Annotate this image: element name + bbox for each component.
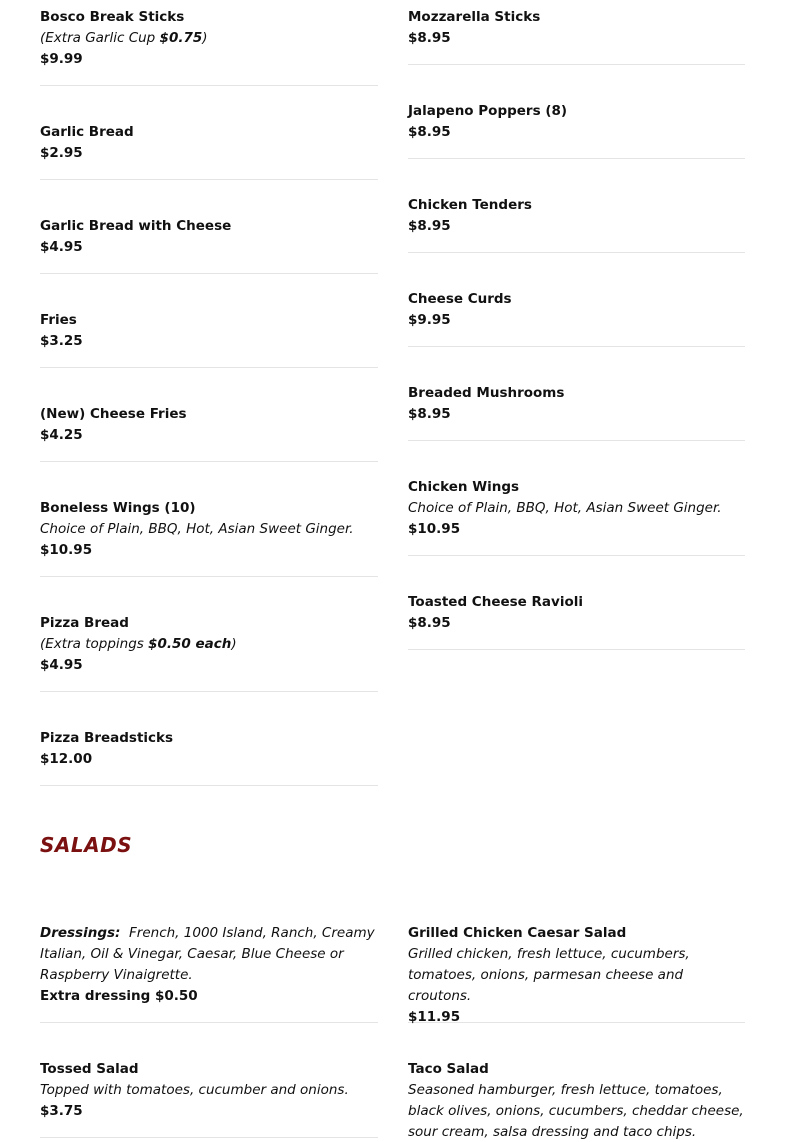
appetizer-column-right-4 [408, 289, 745, 347]
appetizer-column-left [40, 7, 378, 86]
item-price: $3.25 [40, 333, 83, 349]
menu-item [40, 310, 378, 368]
appetizer-column-left-4 [40, 310, 378, 368]
salad-tossed-block [40, 1059, 378, 1138]
item-description: (Extra Garlic Cup $0.75) [40, 30, 208, 46]
menu-item [408, 923, 745, 1023]
appetizer-column-right-6 [408, 477, 745, 556]
menu-item [408, 195, 745, 253]
item-name: Grilled Chicken Caesar Salad [408, 925, 627, 941]
item-price: $10.95 [40, 542, 93, 558]
menu-item [40, 728, 378, 786]
item-name: Bosco Break Sticks [40, 9, 185, 25]
appetizer-column-right-7 [408, 592, 745, 650]
item-name: Chicken Wings [408, 479, 520, 495]
item-price: $8.95 [408, 30, 451, 46]
menu-item [40, 7, 378, 86]
appetizer-column-left-7 [40, 613, 378, 692]
salad-taco-block [408, 1059, 745, 1142]
item-price: $3.75 [40, 1103, 83, 1119]
extra-dressing-price: Extra dressing $0.50 [40, 988, 198, 1004]
menu-item [40, 613, 378, 692]
menu-item [40, 404, 378, 462]
menu-item [408, 101, 745, 159]
item-name: Garlic Bread with Cheese [40, 218, 232, 234]
appetizer-column-left-2 [40, 122, 378, 180]
salad-caesar-block [408, 923, 745, 1023]
item-name: Garlic Bread [40, 124, 134, 140]
item-price: $10.95 [408, 521, 461, 537]
appetizer-column-left-3 [40, 216, 378, 274]
salad-dressings-block [40, 923, 378, 1023]
menu-item [408, 383, 745, 441]
menu-item [40, 1059, 378, 1138]
item-price: $11.95 [408, 1009, 461, 1025]
item-description: (Extra toppings $0.50 each) [40, 636, 237, 652]
item-description: Seasoned hamburger, fresh lettuce, tomatoes, black olives, onions, cucumbers, cheddar cheese, sour cream, salsa dressing and taco chips. [408, 1082, 744, 1140]
item-description: Topped with tomatoes, cucumber and onions. [40, 1082, 349, 1098]
menu-item [408, 289, 745, 347]
dressings-label: Dressings: [40, 925, 121, 941]
appetizer-column-left-5 [40, 404, 378, 462]
item-name: Mozzarella Sticks [408, 9, 541, 25]
menu-item [408, 592, 745, 650]
menu-item [40, 498, 378, 577]
item-name: Pizza Breadsticks [40, 730, 174, 746]
menu-item [40, 216, 378, 274]
appetizer-column-left-8 [40, 728, 378, 786]
item-name: Fries [40, 312, 77, 328]
item-price: $8.95 [408, 124, 451, 140]
item-price: $4.95 [40, 239, 83, 255]
item-name: Toasted Cheese Ravioli [408, 594, 583, 610]
item-name: Cheese Curds [408, 291, 512, 307]
item-price: $9.99 [40, 51, 83, 67]
item-price: $8.95 [408, 615, 451, 631]
item-description: Choice of Plain, BBQ, Hot, Asian Sweet Ginger. [40, 521, 354, 537]
appetizer-column-right-2 [408, 101, 745, 159]
item-price: $8.95 [408, 218, 451, 234]
appetizer-column-right-5 [408, 383, 745, 441]
item-price: $9.95 [408, 312, 451, 328]
item-name: Tossed Salad [40, 1061, 139, 1077]
menu-item [408, 1059, 745, 1142]
menu-item [408, 477, 745, 556]
item-name: (New) Cheese Fries [40, 406, 187, 422]
menu-item [408, 7, 745, 65]
appetizer-column-right-3 [408, 195, 745, 253]
item-name: Boneless Wings (10) [40, 500, 196, 516]
item-price: $12.00 [40, 751, 93, 767]
item-name: Pizza Bread [40, 615, 129, 631]
item-price: $4.25 [40, 427, 83, 443]
item-name: Breaded Mushrooms [408, 385, 565, 401]
item-price: $8.95 [408, 406, 451, 422]
appetizer-column-right-1 [408, 7, 745, 65]
dressings-list: French, 1000 Island, Ranch, Creamy Italian, Oil & Vinegar, Caesar, Blue Cheese or Raspberry Vinaigrette. [40, 925, 375, 983]
section-title-salads: SALADS [40, 833, 133, 857]
item-price: $4.95 [40, 657, 83, 673]
item-price: $2.95 [40, 145, 83, 161]
item-name: Jalapeno Poppers (8) [408, 103, 568, 119]
item-description: Grilled chicken, fresh lettuce, cucumbers, tomatoes, onions, parmesan cheese and croutons. [408, 946, 690, 1004]
item-name: Taco Salad [408, 1061, 489, 1077]
menu-item [40, 122, 378, 180]
appetizer-column-left-6 [40, 498, 378, 577]
item-name: Chicken Tenders [408, 197, 532, 213]
item-description: Choice of Plain, BBQ, Hot, Asian Sweet Ginger. [408, 500, 722, 516]
dressings-description [40, 923, 378, 986]
menu-item [40, 923, 378, 1023]
